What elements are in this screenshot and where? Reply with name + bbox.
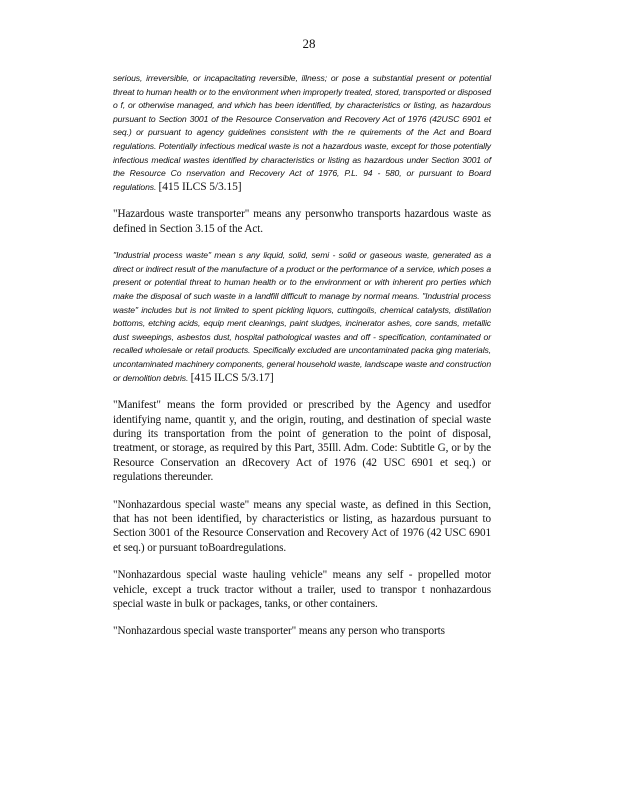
page-body <box>113 72 491 652</box>
paragraph-text: "Nonhazardous special waste hauling vehicle" means any self - propelled motor vehicle, except a truck tractor without a trailer, used to transpor t nonhazardous special waste in bulk or packages, tanks, or other containers. <box>113 569 491 610</box>
paragraph-text: "Hazardous waste transporter" means any personwho transports hazardous waste as defined in Section 3.15 of the Act. <box>113 208 491 235</box>
definition-paragraph-nonhazardous-special-waste <box>113 498 491 556</box>
statute-citation: [415 ILCS 5/3.17] <box>190 371 274 384</box>
paragraph-text: "Manifest" means the form provided or prescribed by the Agency and usedfor identifying name, quantit y, and the origin, routing, and destination of special waste during its transportation from the point of generation to the point of disposal, treatment, or storage, as required by this Part, 35Ill. Adm. Code: Subtitle G, or by the Resource Conservation an dRecovery Act of 1976 (42 USC 6901 et seq.) or regulations thereunder. <box>113 399 491 484</box>
definition-paragraph-hazardous-waste-transporter <box>113 207 491 236</box>
definition-paragraph-industrial-process-waste <box>113 249 491 385</box>
definition-paragraph-nonhazardous-transporter <box>113 624 491 638</box>
definition-paragraph-hazardous-waste-cont <box>113 72 491 194</box>
paragraph-text: "Nonhazardous special waste" means any special waste, as defined in this Section, that has not been identified, by characteristics or listing, as hazardous pursuant to Section 3001 of the Resource Conservation and Recovery Act of 1976 (42 USC 6901 et seq.) or pursuant toBoardregulations. <box>113 498 491 554</box>
definition-paragraph-nonhazardous-hauling-vehicle <box>113 568 491 611</box>
page-number: 28 <box>302 36 316 51</box>
paragraph-text: "Nonhazardous special waste transporter" means any person who transports <box>113 625 445 638</box>
statute-citation: [415 ILCS 5/3.15] <box>158 180 242 193</box>
paragraph-text: serious, irreversible, or incapacitating reversible, illness; or pose a substantial present or potential threat to human health or to the environment when improperly treated, stored, transported or disposed o f, or otherwise managed, and which has been identified, by characteristics or listing, as hazardous pursuant to Section 3001 of the Resource Conservation and Recovery Act of 1976 (42USC 6901 et seq.) or pursuant to agency guidelines consistent with the re quirements of the Act and Board regulations. Potentially infectious medical waste is not a hazardous waste, except for those potentially infectious medical wastes identified by characteristics or listing as hazardous under Section 3001 of the Resource Co nservation and Recovery Act of 1976, P.L. 94 - 580, or pursuant to Board regulations. <box>113 73 491 192</box>
paragraph-text: "Industrial process waste" mean s any liquid, solid, semi - solid or gaseous waste, generated as a direct or indirect result of the manufacture of a product or the performance of a service, which poses a present or potential threat to human health or to the environment or with inherent pro perties which make the disposal of such waste in a landfill difficult to manage by normal means. "Industrial process waste" includes but is not limited to spent pickling liquors, cuttingoils, chemical catalysts, distillation bottoms, etching acids, equip ment cleanings, paint sludges, incinerator ashes, core sands, metallic dust sweepings, asbestos dust, hospital pathological wastes and off - specification, contaminated or recalled wholesale or retail products. Specifically excluded are uncontaminated packa ging materials, uncontaminated machinery components, general household waste, landscape waste and construction or demolition debris. <box>113 250 491 383</box>
definition-paragraph-manifest <box>113 398 491 484</box>
